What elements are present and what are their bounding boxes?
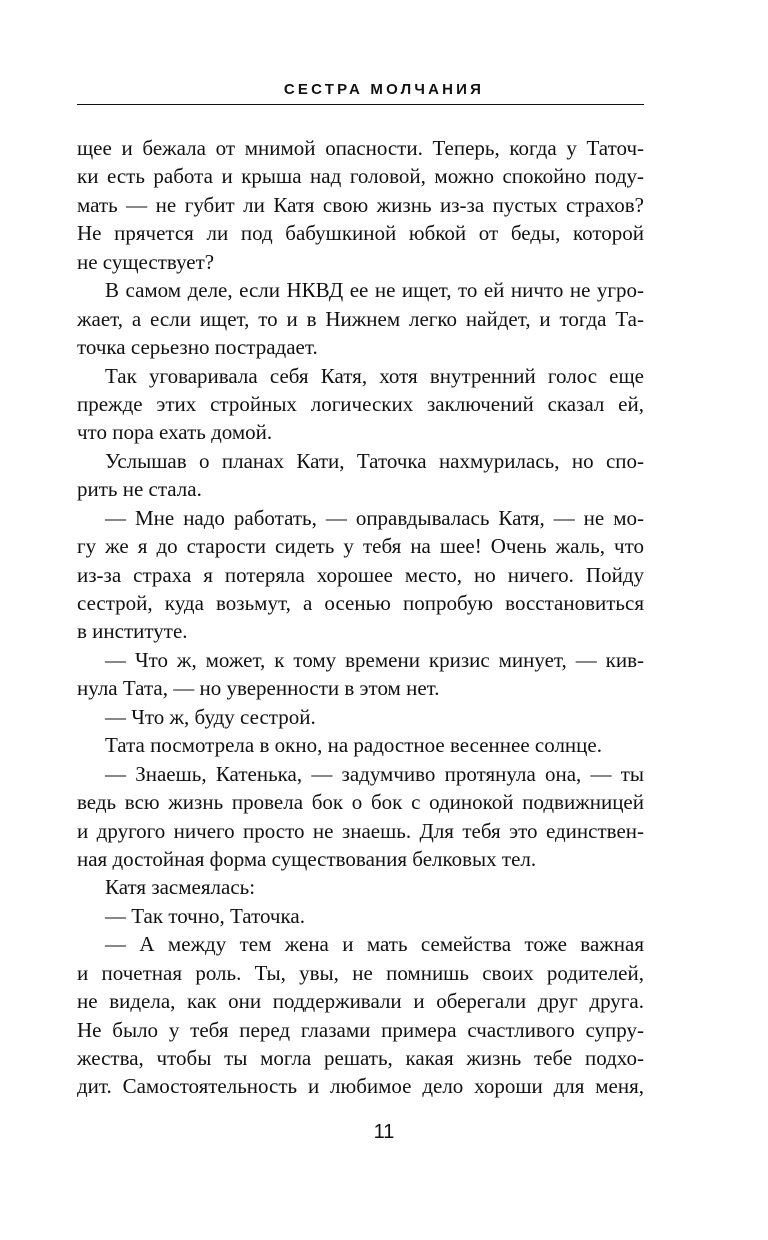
header-rule (77, 104, 644, 105)
text-line: В самом деле, если НКВД ее не ищет, то ей ничто не угро- (105, 278, 644, 303)
text-line: Тата посмотрела в окно, на радостное весеннее солнце. (105, 733, 602, 758)
text-line: Катя засмеялась: (105, 875, 256, 900)
text-line: — Что ж, буду сестрой. (105, 704, 316, 729)
text-line: дит. Самостоятельность и любимое дело хороши для меня, (77, 1074, 644, 1099)
text-line: — А между тем жена и мать семейства тоже важная (105, 932, 644, 957)
text-line: мать — не губит ли Катя свою жизнь из-за пустых страхов? (77, 192, 644, 217)
text-line: точка серьезно пострадает. (77, 335, 318, 360)
text-line: и почетная роль. Ты, увы, не помнишь своих родителей, (77, 960, 644, 985)
text-line: Услышав о планах Кати, Таточка нахмурилась, но спо- (105, 448, 644, 473)
text-line: в институте. (77, 619, 188, 644)
text-line: гу же я до старости сидеть у тебя на шее! Очень жаль, что (77, 534, 644, 559)
text-line: ки есть работа и крыша над головой, можно спокойно поду- (77, 164, 644, 189)
text-line: рить не стала. (77, 477, 202, 502)
text-line: не видела, как они поддерживали и оберегали друг друга. (77, 989, 644, 1014)
text-line: из-за страха я потеряла хорошее место, но ничего. Пойду (77, 562, 644, 587)
text-line: — Знаешь, Катенька, — задумчиво протянула она, — ты (105, 761, 644, 786)
text-line: прежде этих стройных логических заключений сказал ей, (77, 391, 644, 416)
text-line: жества, чтобы ты могла решать, какая жизнь тебе подхо- (77, 1046, 644, 1070)
page-number: 11 (373, 1121, 395, 1143)
text-line: что пора ехать домой. (77, 420, 273, 445)
text-line: не существует? (77, 249, 215, 274)
running-header: СЕСТРА МОЛЧАНИЯ (283, 81, 485, 98)
text-line: — Так точно, Таточка. (105, 903, 305, 928)
text-line: ная достойная форма существования белковых тел. (77, 846, 537, 871)
text-line: Не было у тебя перед глазами примера счастливого супру- (77, 1017, 644, 1042)
text-line: щее и бежала от мнимой опасности. Теперь, когда у Таточ- (77, 136, 644, 160)
text-line: ведь всю жизнь провела бок о бок с одинокой подвижницей (77, 790, 644, 815)
text-line: нула Тата, — но уверенности в этом нет. (77, 676, 440, 701)
text-line: жает, а если ищет, то и в Нижнем легко найдет, и тогда Та- (77, 306, 644, 331)
text-line: Не прячется ли под бабушкиной юбкой от беды, которой (77, 221, 644, 246)
body-text (77, 134, 644, 1101)
text-line: — Что ж, может, к тому времени кризис минует, — кив- (105, 647, 644, 672)
text-line: — Мне надо работать, — оправдывалась Катя, — не мо- (105, 505, 644, 530)
text-line: Так уговаривала себя Катя, хотя внутренний голос еще (105, 363, 644, 388)
text-line: и другого ничего просто не знаешь. Для тебя это единствен- (77, 818, 644, 843)
text-line: сестрой, куда возьмут, а осенью попробую восстановиться (77, 591, 644, 615)
